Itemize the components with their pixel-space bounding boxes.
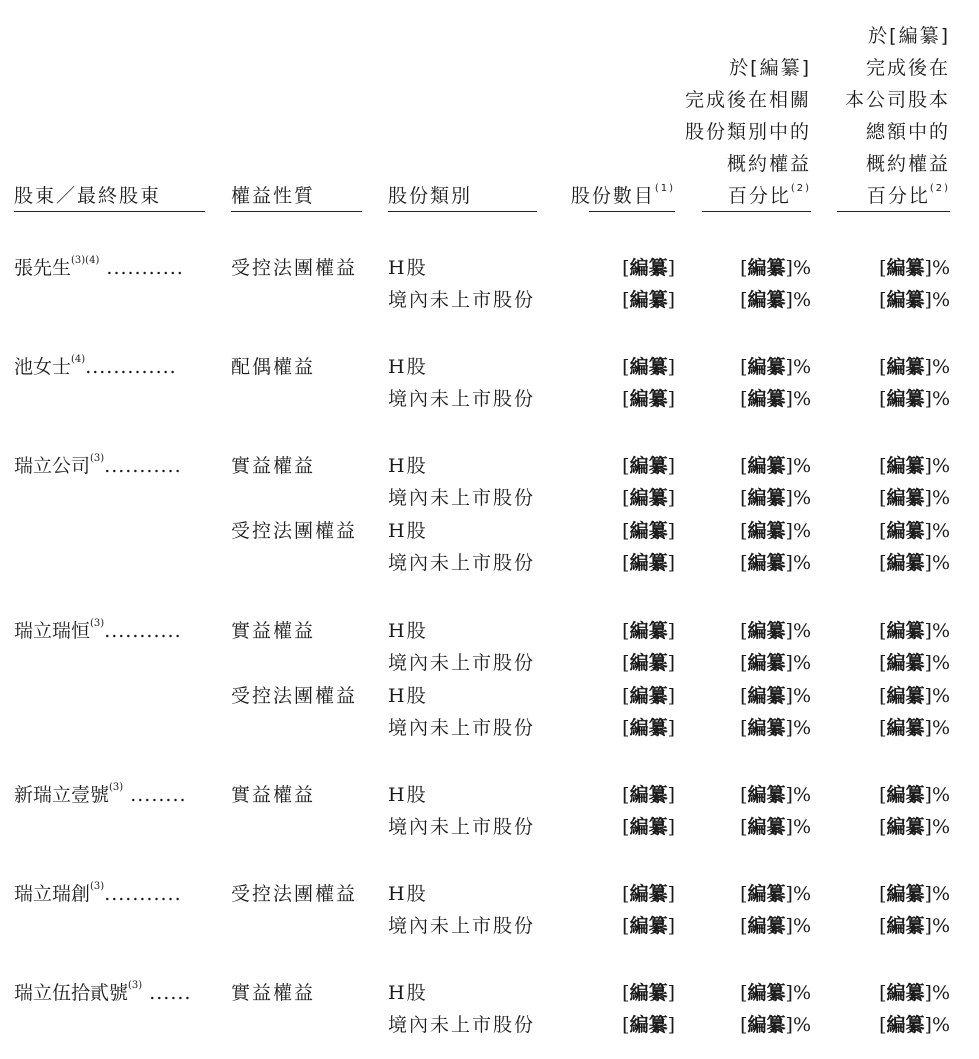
number-redacted: [編纂] [622, 717, 675, 739]
header-pct-total-line: 概約權益 [865, 153, 950, 175]
pct-total-redacted: [編纂]% [879, 717, 950, 739]
redacted-text: 編纂 [629, 356, 668, 378]
pct-class [740, 680, 811, 712]
redacted-text: 編纂 [886, 520, 925, 542]
header-pct-class-line: 完成後在相關 [684, 89, 811, 111]
pct-class [740, 779, 811, 811]
redacted-text: 編纂 [747, 552, 786, 574]
number-of-shares [622, 647, 675, 679]
number-redacted: [編纂] [622, 652, 675, 674]
percent-sign: % [792, 356, 811, 378]
header-share-class: 股份類別 [388, 185, 473, 207]
header-number-note: (1) [654, 183, 675, 194]
share-class: H股 [388, 257, 428, 279]
percent-sign: % [792, 388, 811, 410]
nature-of-interest: 實益權益 [231, 784, 316, 806]
pct-total [879, 811, 950, 843]
number-redacted: [編纂] [622, 552, 675, 574]
number-redacted: [編纂] [622, 784, 675, 806]
pct-total-redacted: [編纂]% [879, 257, 950, 279]
redacted-text: 編纂 [629, 620, 668, 642]
header-rule [14, 211, 205, 212]
share-class: 境內未上市股份 [388, 388, 536, 410]
pct-total-redacted: [編纂]% [879, 982, 950, 1004]
number-redacted: [編纂] [622, 816, 675, 838]
pct-class-redacted: [編纂]% [740, 455, 811, 477]
redacted-text: 編纂 [629, 816, 668, 838]
number-of-shares [622, 779, 675, 811]
shareholder-name: 瑞立公司$^{(3)}$........... [14, 453, 182, 477]
nature-of-interest: 受控法團權益 [231, 883, 358, 905]
pct-class [740, 615, 811, 647]
redacted-text: 編纂 [629, 982, 668, 1004]
pct-total [879, 351, 950, 383]
redacted-text: 編纂 [886, 652, 925, 674]
nature-of-interest: 實益權益 [231, 455, 316, 477]
percent-sign: % [931, 1014, 950, 1036]
pct-total-redacted: [編纂]% [879, 455, 950, 477]
pct-class [740, 547, 811, 579]
number-of-shares [622, 712, 675, 744]
pct-class [740, 450, 811, 482]
percent-sign: % [931, 520, 950, 542]
percent-sign: % [931, 883, 950, 905]
number-of-shares [622, 615, 675, 647]
pct-total [879, 712, 950, 744]
redacted-text: 編纂 [886, 455, 925, 477]
pct-class-redacted: [編纂]% [740, 717, 811, 739]
pct-total [879, 680, 950, 712]
pct-class [740, 647, 811, 679]
leader-dots: ........... [104, 455, 182, 477]
header-pct-class-line: 百分比$^{(2)}$ [727, 183, 811, 207]
pct-class [740, 977, 811, 1009]
pct-class-redacted: [編纂]% [740, 487, 811, 509]
share-class: H股 [388, 356, 428, 378]
percent-sign: % [931, 552, 950, 574]
redacted-text: 編纂 [747, 784, 786, 806]
share-class: 境內未上市股份 [388, 289, 536, 311]
percent-sign: % [792, 915, 811, 937]
leader-dots: ........... [104, 883, 182, 905]
number-of-shares [622, 811, 675, 843]
percent-sign: % [931, 685, 950, 707]
pct-total-redacted: [編纂]% [879, 816, 950, 838]
number-of-shares [622, 351, 675, 383]
number-of-shares [622, 910, 675, 942]
pct-total [879, 779, 950, 811]
redacted-text: 編纂 [747, 487, 786, 509]
share-class: H股 [388, 520, 428, 542]
number-of-shares [622, 1009, 675, 1041]
number-redacted: [編纂] [622, 487, 675, 509]
redacted-text: 編纂 [747, 289, 786, 311]
pct-class-redacted: [編纂]% [740, 620, 811, 642]
leader-dots: ...... [142, 982, 192, 1004]
shareholder-note: (3) [90, 618, 105, 629]
number-of-shares [622, 547, 675, 579]
number-redacted: [編纂] [622, 520, 675, 542]
nature-of-interest: 受控法團權益 [231, 520, 358, 542]
pct-total [879, 284, 950, 316]
pct-total-redacted: [編纂]% [879, 1014, 950, 1036]
redacted-text: 編纂 [629, 717, 668, 739]
pct-class-redacted: [編纂]% [740, 915, 811, 937]
redacted-text: 編纂 [886, 816, 925, 838]
pct-class-redacted: [編纂]% [740, 356, 811, 378]
percent-sign: % [931, 652, 950, 674]
percent-sign: % [931, 356, 950, 378]
number-of-shares [622, 680, 675, 712]
redacted-text: 編纂 [747, 915, 786, 937]
header-rule [837, 211, 950, 212]
header-number-of-shares: 股份數目$^{(1)}$ [570, 183, 675, 207]
share-class: H股 [388, 883, 428, 905]
percent-sign: % [792, 289, 811, 311]
header-pct-total-line: 於[編纂] [868, 25, 950, 47]
redacted-text: 編纂 [629, 652, 668, 674]
number-of-shares [622, 977, 675, 1009]
redacted-text: 編纂 [747, 982, 786, 1004]
percent-sign: % [792, 520, 811, 542]
pct-total [879, 977, 950, 1009]
redacted-text: 編纂 [886, 487, 925, 509]
pct-class-redacted: [編纂]% [740, 982, 811, 1004]
header-rule [589, 211, 675, 212]
pct-total [879, 1009, 950, 1041]
shareholder-name: 瑞立瑞創$^{(3)}$........... [14, 881, 182, 905]
share-class: H股 [388, 685, 428, 707]
number-of-shares [622, 515, 675, 547]
pct-total-redacted: [編纂]% [879, 685, 950, 707]
redacted-text: 編纂 [886, 982, 925, 1004]
redacted-text: 編纂 [747, 257, 786, 279]
number-redacted: [編纂] [622, 289, 675, 311]
redacted-text: 編纂 [747, 883, 786, 905]
nature-of-interest: 受控法團權益 [231, 257, 358, 279]
shareholder-note: (4) [71, 354, 86, 365]
leader-dots: ........... [104, 620, 182, 642]
number-redacted: [編纂] [622, 982, 675, 1004]
header-pct-total-line: 百分比$^{(2)}$ [866, 183, 950, 207]
percent-sign: % [792, 685, 811, 707]
share-class: 境內未上市股份 [388, 487, 536, 509]
pct-class-redacted: [編纂]% [740, 552, 811, 574]
shareholder-name: 張先生$^{(3)(4)}$ ........... [14, 255, 184, 279]
shareholder-note: (3) [90, 453, 105, 464]
nature-of-interest: 受控法團權益 [231, 685, 358, 707]
percent-sign: % [931, 982, 950, 1004]
shareholder-name: 新瑞立壹號$^{(3)}$ ........ [14, 782, 187, 806]
percent-sign: % [792, 620, 811, 642]
pct-class-redacted: [編纂]% [740, 388, 811, 410]
number-redacted: [編纂] [622, 915, 675, 937]
percent-sign: % [792, 652, 811, 674]
percent-sign: % [931, 487, 950, 509]
number-redacted: [編纂] [622, 883, 675, 905]
redacted-text: 編纂 [886, 620, 925, 642]
redacted-text: 編纂 [629, 520, 668, 542]
redacted-text: 編纂 [629, 1014, 668, 1036]
number-redacted: [編纂] [622, 388, 675, 410]
header-pct-total-line: 完成後在 [865, 57, 950, 79]
redacted-text: 編纂 [886, 388, 925, 410]
header-shareholder: 股東／最終股東 [14, 185, 162, 207]
pct-total-redacted: [編纂]% [879, 552, 950, 574]
pct-class [740, 515, 811, 547]
redacted-text: 編纂 [629, 487, 668, 509]
number-redacted: [編纂] [622, 356, 675, 378]
percent-sign: % [792, 487, 811, 509]
leader-dots: ............. [85, 356, 177, 378]
share-class: 境內未上市股份 [388, 652, 536, 674]
redacted-text: 編纂 [747, 455, 786, 477]
redacted-text: 編纂 [629, 883, 668, 905]
pct-class [740, 482, 811, 514]
pct-total [879, 450, 950, 482]
redacted-text: 編纂 [886, 257, 925, 279]
pct-class-redacted: [編纂]% [740, 816, 811, 838]
share-class: 境內未上市股份 [388, 552, 536, 574]
redacted-text: 編纂 [747, 685, 786, 707]
percent-sign: % [792, 1014, 811, 1036]
redacted-text: 編纂 [747, 620, 786, 642]
header-pct-class-line: 概約權益 [726, 153, 811, 175]
shareholder-note: (3) [90, 881, 105, 892]
percent-sign: % [931, 455, 950, 477]
share-class: 境內未上市股份 [388, 1014, 536, 1036]
redacted-text: 編纂 [629, 685, 668, 707]
redacted-text: 編纂 [629, 289, 668, 311]
share-class: H股 [388, 620, 428, 642]
pct-total-redacted: [編纂]% [879, 520, 950, 542]
nature-of-interest: 實益權益 [231, 620, 316, 642]
header-nature-of-interest: 權益性質 [231, 185, 316, 207]
pct-class [740, 878, 811, 910]
number-of-shares [622, 383, 675, 415]
pct-total [879, 878, 950, 910]
pct-total-redacted: [編纂]% [879, 289, 950, 311]
redacted-text: 編纂 [629, 388, 668, 410]
number-of-shares [622, 284, 675, 316]
percent-sign: % [931, 289, 950, 311]
header-pct-total-note: (2) [929, 183, 950, 194]
pct-class [740, 712, 811, 744]
leader-dots: ........... [99, 257, 184, 279]
header-rule [702, 211, 811, 212]
number-redacted: [編纂] [622, 1014, 675, 1036]
share-class: H股 [388, 455, 428, 477]
pct-total-redacted: [編纂]% [879, 356, 950, 378]
pct-total-redacted: [編纂]% [879, 388, 950, 410]
pct-class [740, 811, 811, 843]
pct-total-redacted: [編纂]% [879, 883, 950, 905]
pct-total-redacted: [編纂]% [879, 487, 950, 509]
redacted-text: 編纂 [886, 883, 925, 905]
share-class: 境內未上市股份 [388, 915, 536, 937]
percent-sign: % [792, 784, 811, 806]
redacted-text: 編纂 [886, 1014, 925, 1036]
percent-sign: % [931, 257, 950, 279]
percent-sign: % [931, 620, 950, 642]
header-pct-class-line: 股份類別中的 [684, 121, 811, 143]
pct-class [740, 910, 811, 942]
redacted-text: 編纂 [747, 652, 786, 674]
redacted-text: 編纂 [747, 520, 786, 542]
pct-class [740, 383, 811, 415]
redacted-text: 編纂 [629, 552, 668, 574]
redacted-text: 編纂 [886, 552, 925, 574]
redacted-text: 編纂 [747, 717, 786, 739]
percent-sign: % [792, 455, 811, 477]
percent-sign: % [931, 816, 950, 838]
pct-class-redacted: [編纂]% [740, 883, 811, 905]
number-redacted: [編纂] [622, 620, 675, 642]
percent-sign: % [931, 388, 950, 410]
pct-class-redacted: [編纂]% [740, 784, 811, 806]
header-pct-class-note: (2) [790, 183, 811, 194]
redacted-text: 編纂 [747, 1014, 786, 1036]
pct-total [879, 647, 950, 679]
percent-sign: % [792, 257, 811, 279]
pct-class-redacted: [編纂]% [740, 520, 811, 542]
pct-class-redacted: [編纂]% [740, 685, 811, 707]
percent-sign: % [792, 982, 811, 1004]
pct-total [879, 383, 950, 415]
redacted-text: 編纂 [886, 685, 925, 707]
redacted-text: 編纂 [629, 784, 668, 806]
pct-total [879, 547, 950, 579]
share-class: H股 [388, 982, 428, 1004]
number-of-shares [622, 252, 675, 284]
pct-class-redacted: [編纂]% [740, 652, 811, 674]
pct-total [879, 910, 950, 942]
percent-sign: % [792, 816, 811, 838]
header-pct-total-line: 總額中的 [865, 121, 950, 143]
shareholder-name: 池女士$^{(4)}$............. [14, 354, 177, 378]
pct-total [879, 515, 950, 547]
redacted-text: 編纂 [886, 356, 925, 378]
pct-total [879, 482, 950, 514]
pct-total [879, 252, 950, 284]
pct-total [879, 615, 950, 647]
shareholder-note: (3) [109, 782, 124, 793]
pct-class [740, 351, 811, 383]
pct-class [740, 252, 811, 284]
number-redacted: [編纂] [622, 257, 675, 279]
nature-of-interest: 配偶權益 [231, 356, 316, 378]
shareholder-note: (3) [128, 980, 143, 991]
redacted-text: 編纂 [629, 915, 668, 937]
redacted-text: 編纂 [747, 388, 786, 410]
pct-class-redacted: [編纂]% [740, 289, 811, 311]
percent-sign: % [792, 552, 811, 574]
percent-sign: % [792, 717, 811, 739]
pct-class-redacted: [編纂]% [740, 1014, 811, 1036]
percent-sign: % [931, 784, 950, 806]
pct-total-redacted: [編纂]% [879, 784, 950, 806]
percent-sign: % [792, 883, 811, 905]
redacted-text: 編纂 [629, 455, 668, 477]
number-of-shares [622, 878, 675, 910]
pct-total-redacted: [編纂]% [879, 620, 950, 642]
redacted-text: 編纂 [629, 257, 668, 279]
pct-total-redacted: [編纂]% [879, 915, 950, 937]
header-rule [388, 211, 537, 212]
redacted-text: 編纂 [886, 717, 925, 739]
number-redacted: [編纂] [622, 685, 675, 707]
leader-dots: ........ [123, 784, 187, 806]
header-pct-class-line: 於[編纂] [729, 57, 811, 79]
redacted-text: 編纂 [886, 784, 925, 806]
redacted-text: 編纂 [886, 289, 925, 311]
share-class: 境內未上市股份 [388, 816, 536, 838]
percent-sign: % [931, 915, 950, 937]
redacted-text: 編纂 [886, 915, 925, 937]
share-class: 境內未上市股份 [388, 717, 536, 739]
redacted-text: 編纂 [747, 816, 786, 838]
nature-of-interest: 實益權益 [231, 982, 316, 1004]
percent-sign: % [931, 717, 950, 739]
share-class: H股 [388, 784, 428, 806]
shareholder-note: (3)(4) [71, 255, 100, 266]
pct-class [740, 1009, 811, 1041]
redacted-text: 編纂 [747, 356, 786, 378]
header-pct-total-line: 本公司股本 [844, 89, 950, 111]
pct-class-redacted: [編纂]% [740, 257, 811, 279]
header-rule [231, 211, 362, 212]
number-redacted: [編纂] [622, 455, 675, 477]
pct-class [740, 284, 811, 316]
pct-total-redacted: [編纂]% [879, 652, 950, 674]
number-of-shares [622, 482, 675, 514]
shareholder-name: 瑞立瑞恒$^{(3)}$........... [14, 618, 182, 642]
number-of-shares [622, 450, 675, 482]
shareholder-name: 瑞立伍拾貳號$^{(3)}$ ...... [14, 980, 192, 1004]
